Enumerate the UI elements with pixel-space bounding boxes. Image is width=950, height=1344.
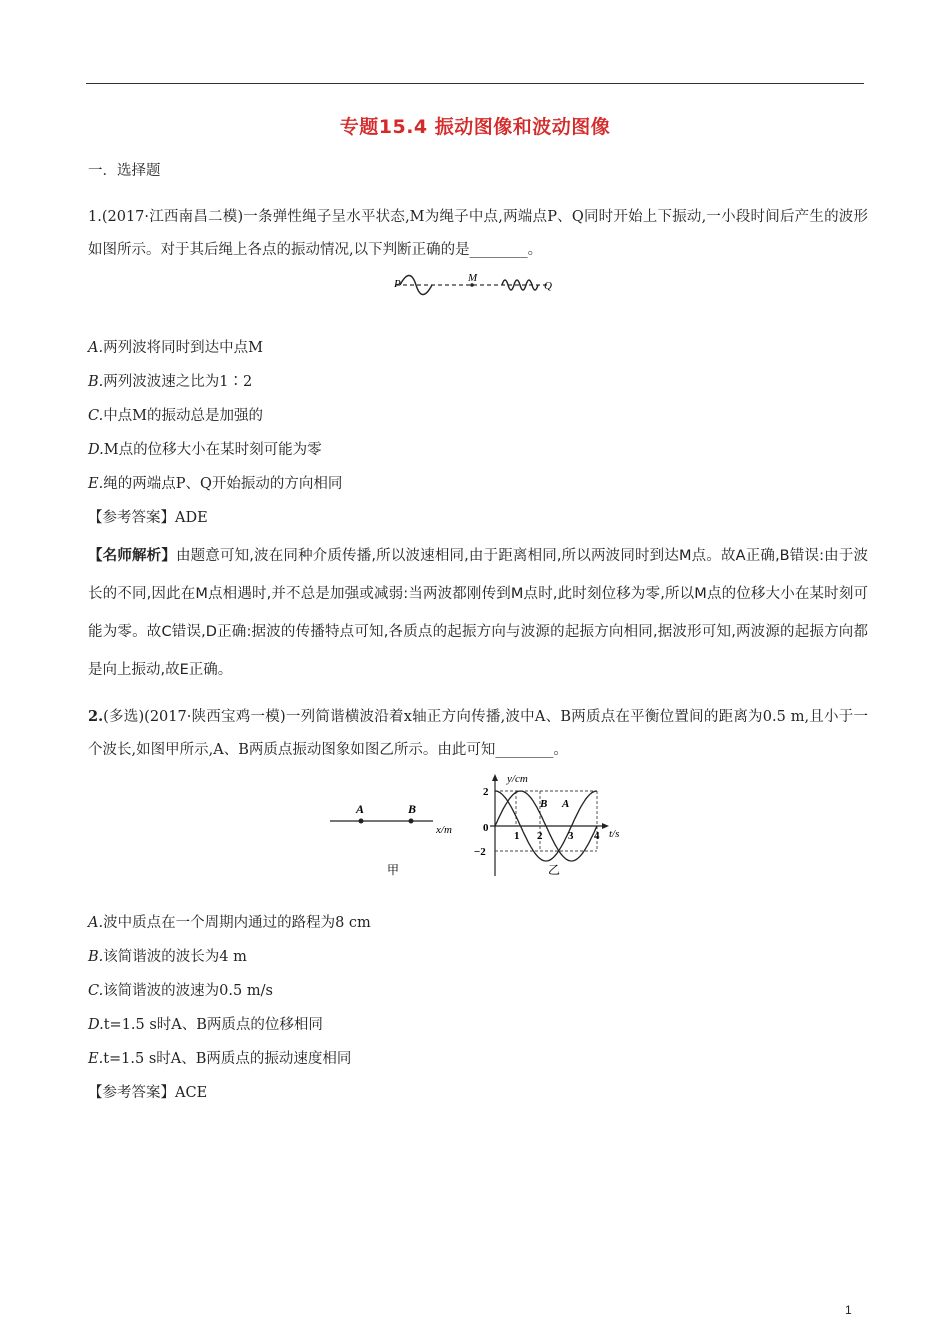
q2-yi-xtick-1: 1 <box>514 830 520 842</box>
q1-option-b: B.两列波波速之比为1∶2 <box>88 374 253 390</box>
q2-yi-ylabel: y/cm <box>507 773 528 785</box>
q2-option-e: E.t=1.5 s时A、B两质点的振动速度相同 <box>88 1051 352 1067</box>
q2-yi-xtick-4: 4 <box>594 830 600 842</box>
q1-option-a: A.两列波将同时到达中点M <box>88 340 263 356</box>
q1-option-d: D.M点的位移大小在某时刻可能为零 <box>88 442 322 458</box>
q2-answer: 【参考答案】ACE <box>88 1085 208 1101</box>
q2-option-b: B.该简谐波的波长为4 m <box>88 949 247 965</box>
q2-yi-caption: 乙 <box>548 863 561 877</box>
q2-figure-jia <box>325 800 465 880</box>
section-heading: 一．选择题 <box>88 163 161 179</box>
q2-yi-label-a: A <box>562 798 570 810</box>
q1-label-m: M <box>468 272 478 284</box>
q2-yi-ytick-neg2: −2 <box>474 846 486 858</box>
q2-yi-x-arrow <box>602 823 609 829</box>
q2-yi-ytick-2: 2 <box>483 786 489 798</box>
q2-yi-xtick-2: 2 <box>537 830 543 842</box>
q1-label-q: Q <box>544 280 552 292</box>
q2-yi-label-b: B <box>540 798 548 810</box>
q2-jia-label-a: A <box>356 802 365 816</box>
q1-stem: 1.(2017·江西南昌二模)一条弹性绳子呈水平状态,M为绳子中点,两端点P、Q同时开始上下振动,一小段时间后产生的波形如图所示。对于其后绳上各点的振动情况,以下判断正确的是________。 <box>88 209 868 258</box>
q1-wave-right <box>502 280 538 290</box>
q2-jia-axis-label: x/m <box>436 824 452 836</box>
q2-jia-label-b: B <box>408 802 417 816</box>
q2-yi-y-arrow <box>492 774 498 781</box>
q2-jia-point-b <box>409 819 414 824</box>
q2-stem: 2.(多选)(2017·陕西宝鸡一模)一列简谐横波沿着x轴正方向传播,波中A、B两质点在平衡位置间的距离为0.5 m,且小于一个波长,如图甲所示,A、B两质点振动图象如图乙所示。由此可知________。 <box>88 708 868 758</box>
q2-yi-xtick-3: 3 <box>568 830 574 842</box>
q1-label-p: P <box>394 278 401 290</box>
q2-option-a: A.波中质点在一个周期内通过的路程为8 cm <box>88 915 371 931</box>
page-number: 1 <box>845 1303 852 1317</box>
q2-yi-ytick-0: 0 <box>483 822 489 834</box>
header-rule <box>86 83 864 84</box>
q1-option-c: C.中点M的振动总是加强的 <box>88 408 264 424</box>
q1-option-e: E.绳的两端点P、Q开始振动的方向相同 <box>88 476 343 492</box>
q2-jia-caption: 甲 <box>387 863 400 877</box>
q2-option-d: D.t=1.5 s时A、B两质点的位移相同 <box>88 1017 323 1033</box>
page-title: 专题15.4 振动图像和波动图像 <box>339 116 611 138</box>
q1-answer: 【参考答案】ADE <box>88 510 208 526</box>
q1-figure <box>388 272 563 306</box>
q1-analysis: 【名师解析】由题意可知,波在同种介质传播,所以波速相同,由于距离相同,所以两波同时到达M点。故A正确,B错误:由于波长的不同,因此在M点相遇时,并不总是加强或减弱:当两波都刚传到M点时,此时刻位移为零,所以M点的位移大小在某时刻可能为零。故C错误,D正确:据波的传播特点可知,各质点的起振方向与波源的起振方向相同,据波形可知,两波源的起振方向都是向上振动,故E正确。 <box>88 548 868 678</box>
q2-figure-yi <box>470 770 630 880</box>
q2-jia-point-a <box>359 819 364 824</box>
q2-yi-xlabel: t/s <box>609 828 620 840</box>
q2-option-c: C.该简谐波的波速为0.5 m/s <box>88 983 273 999</box>
